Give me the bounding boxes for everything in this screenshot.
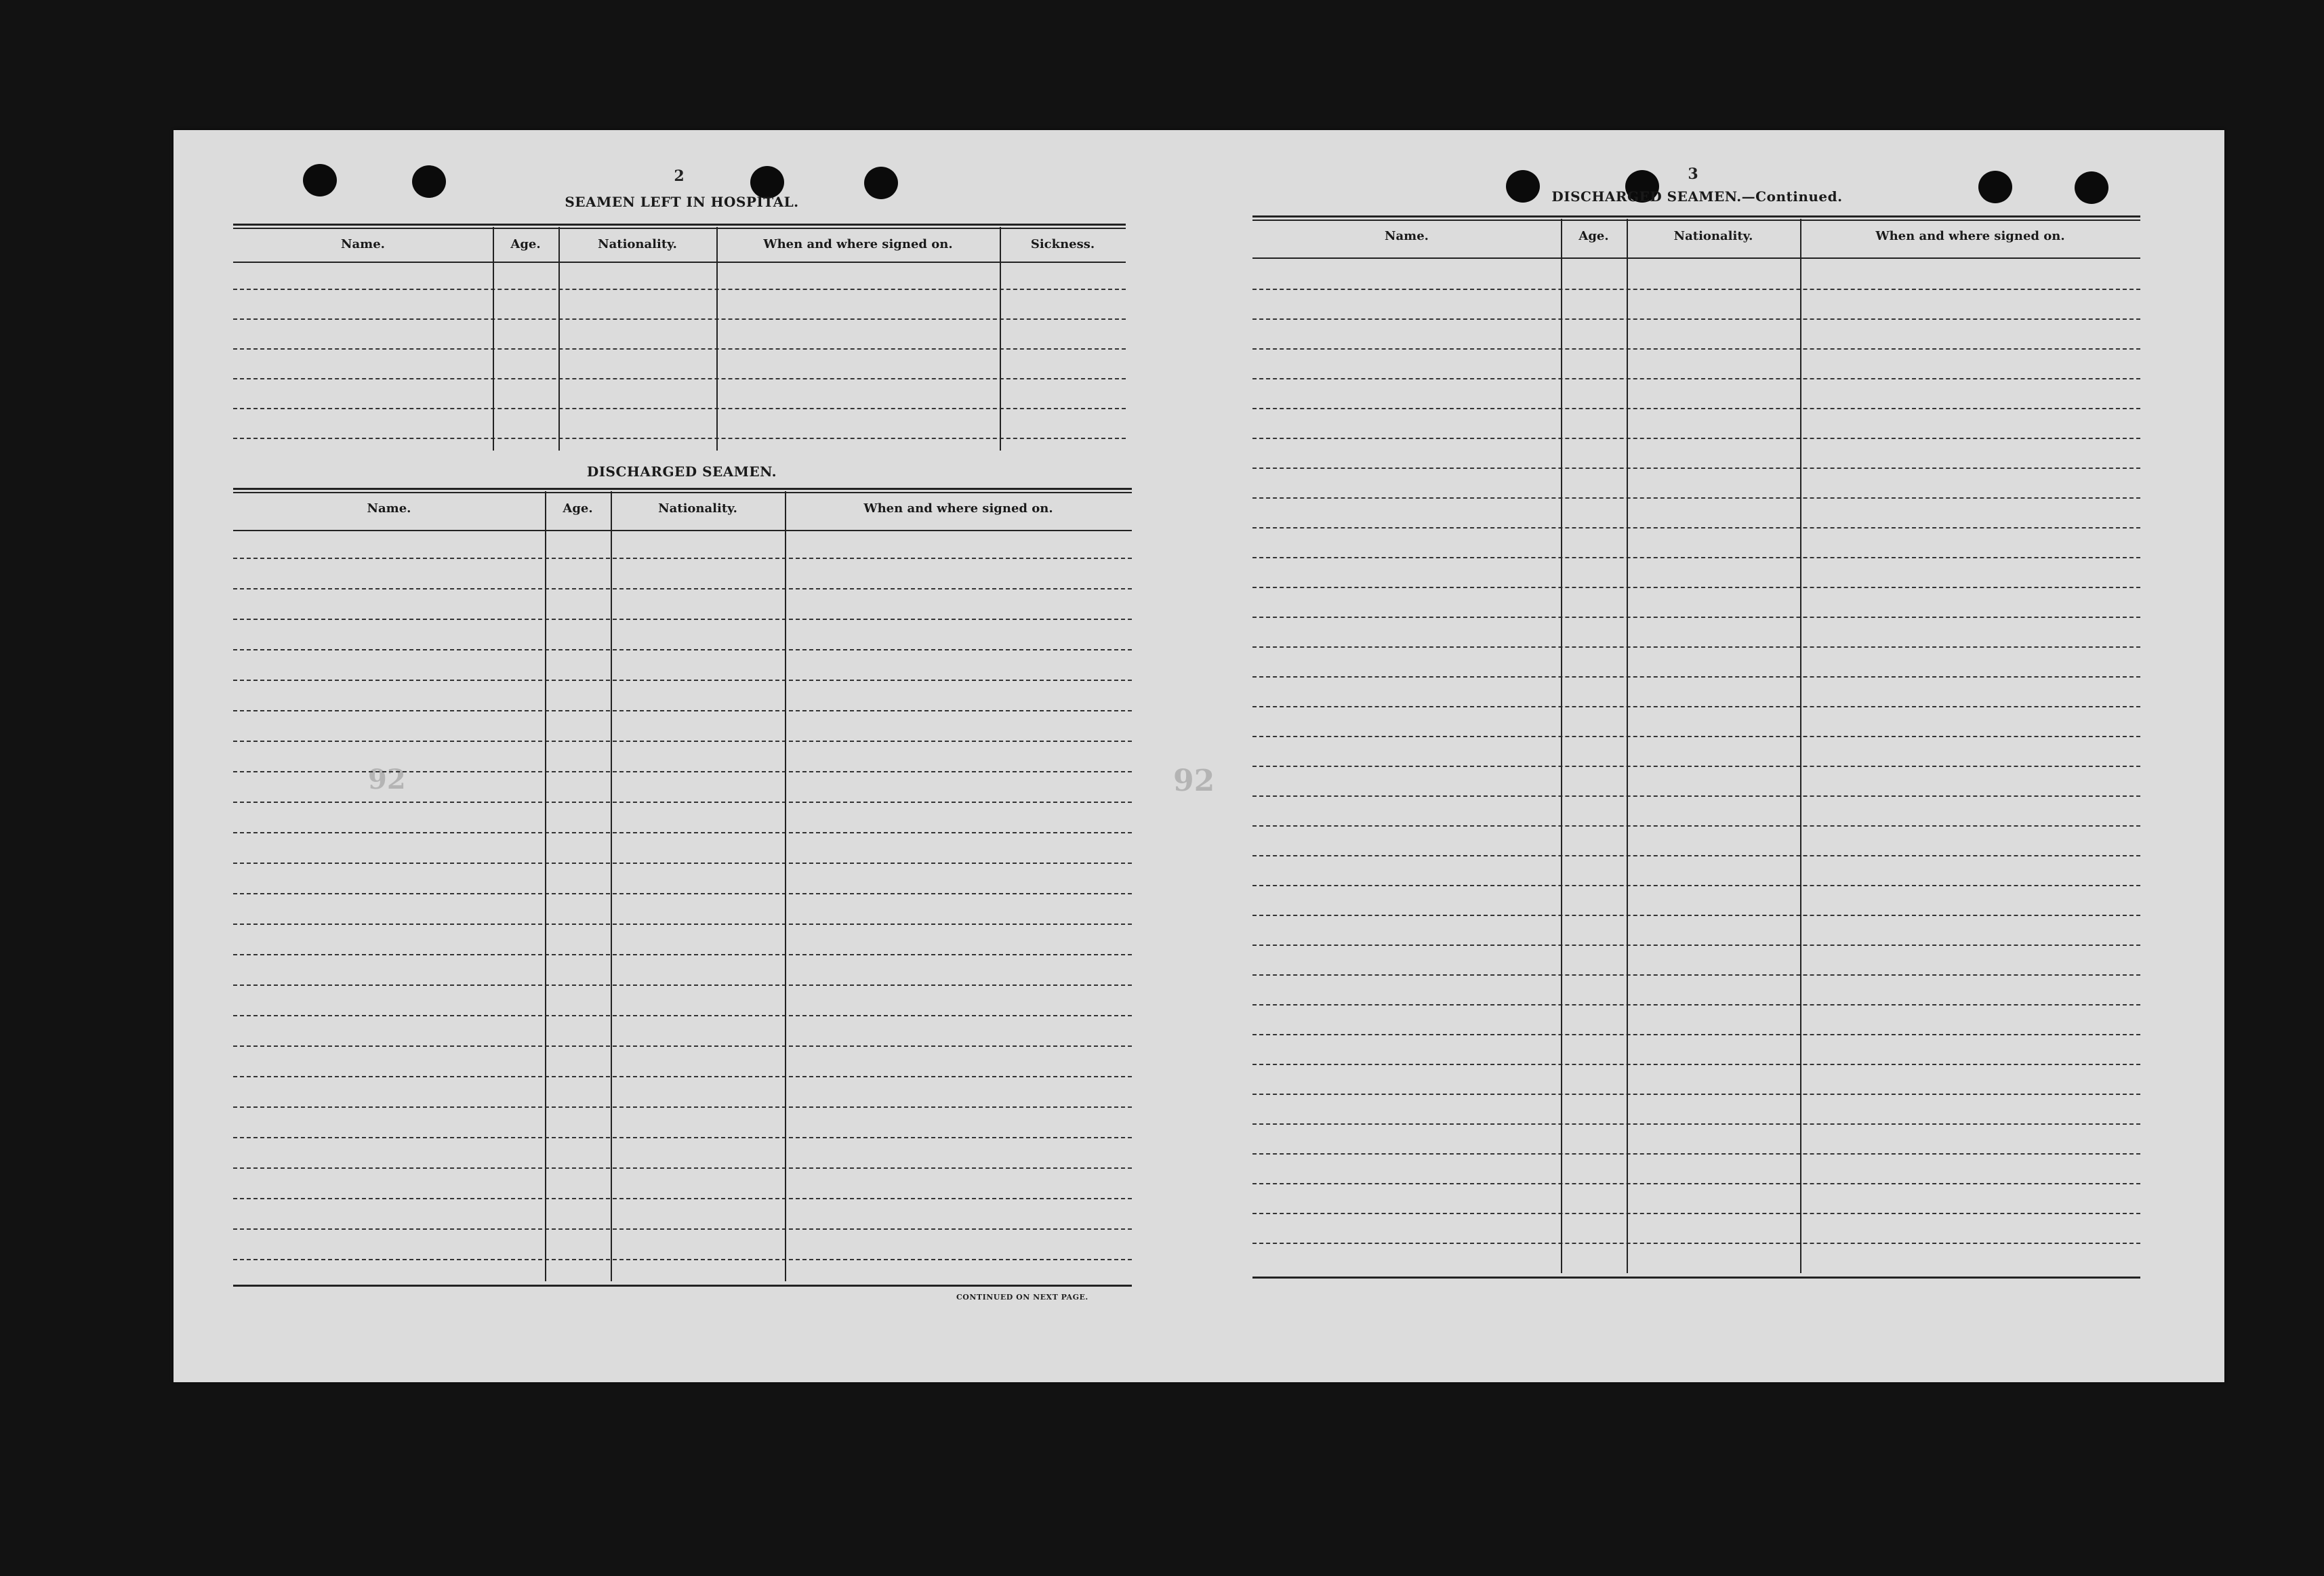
stamp-number: 92	[368, 764, 406, 795]
continued-note: CONTINUED ON NEXT PAGE.	[956, 1293, 1088, 1302]
col-header-signed-on: When and where signed on.	[1875, 229, 2065, 243]
punch-hole	[1978, 171, 2012, 203]
page-number-left: 2	[674, 167, 685, 185]
stamp-number: 92	[1173, 764, 1215, 798]
col-header-sickness: Sickness.	[1030, 237, 1095, 251]
col-header-age: Age.	[1578, 229, 1609, 243]
punch-hole	[412, 165, 446, 198]
page-number-right: 3	[1688, 165, 1698, 183]
col-header-name: Name.	[341, 237, 385, 251]
punch-hole	[303, 164, 337, 196]
col-header-nationality: Nationality.	[598, 237, 677, 251]
col-header-name: Name.	[367, 501, 411, 516]
discharged-section-title: DISCHARGED SEAMEN.	[586, 463, 777, 480]
col-header-signed-on: When and where signed on.	[863, 501, 1053, 516]
col-header-age: Age.	[510, 237, 541, 251]
discharged-continued-title: DISCHARGED SEAMEN.—Continued.	[1551, 188, 1843, 205]
punch-hole	[2075, 171, 2108, 204]
discharged-table-left	[233, 488, 1132, 1294]
punch-hole	[864, 167, 898, 199]
hospital-section-title: SEAMEN LEFT IN HOSPITAL.	[565, 194, 799, 210]
col-header-name: Name.	[1385, 229, 1429, 243]
col-header-nationality: Nationality.	[658, 501, 737, 516]
manifest-sheet	[174, 130, 2224, 1382]
col-header-signed-on: When and where signed on.	[763, 237, 953, 251]
discharged-table-right	[1252, 215, 2140, 1286]
col-header-age: Age.	[563, 501, 593, 516]
col-header-nationality: Nationality.	[1673, 229, 1753, 243]
